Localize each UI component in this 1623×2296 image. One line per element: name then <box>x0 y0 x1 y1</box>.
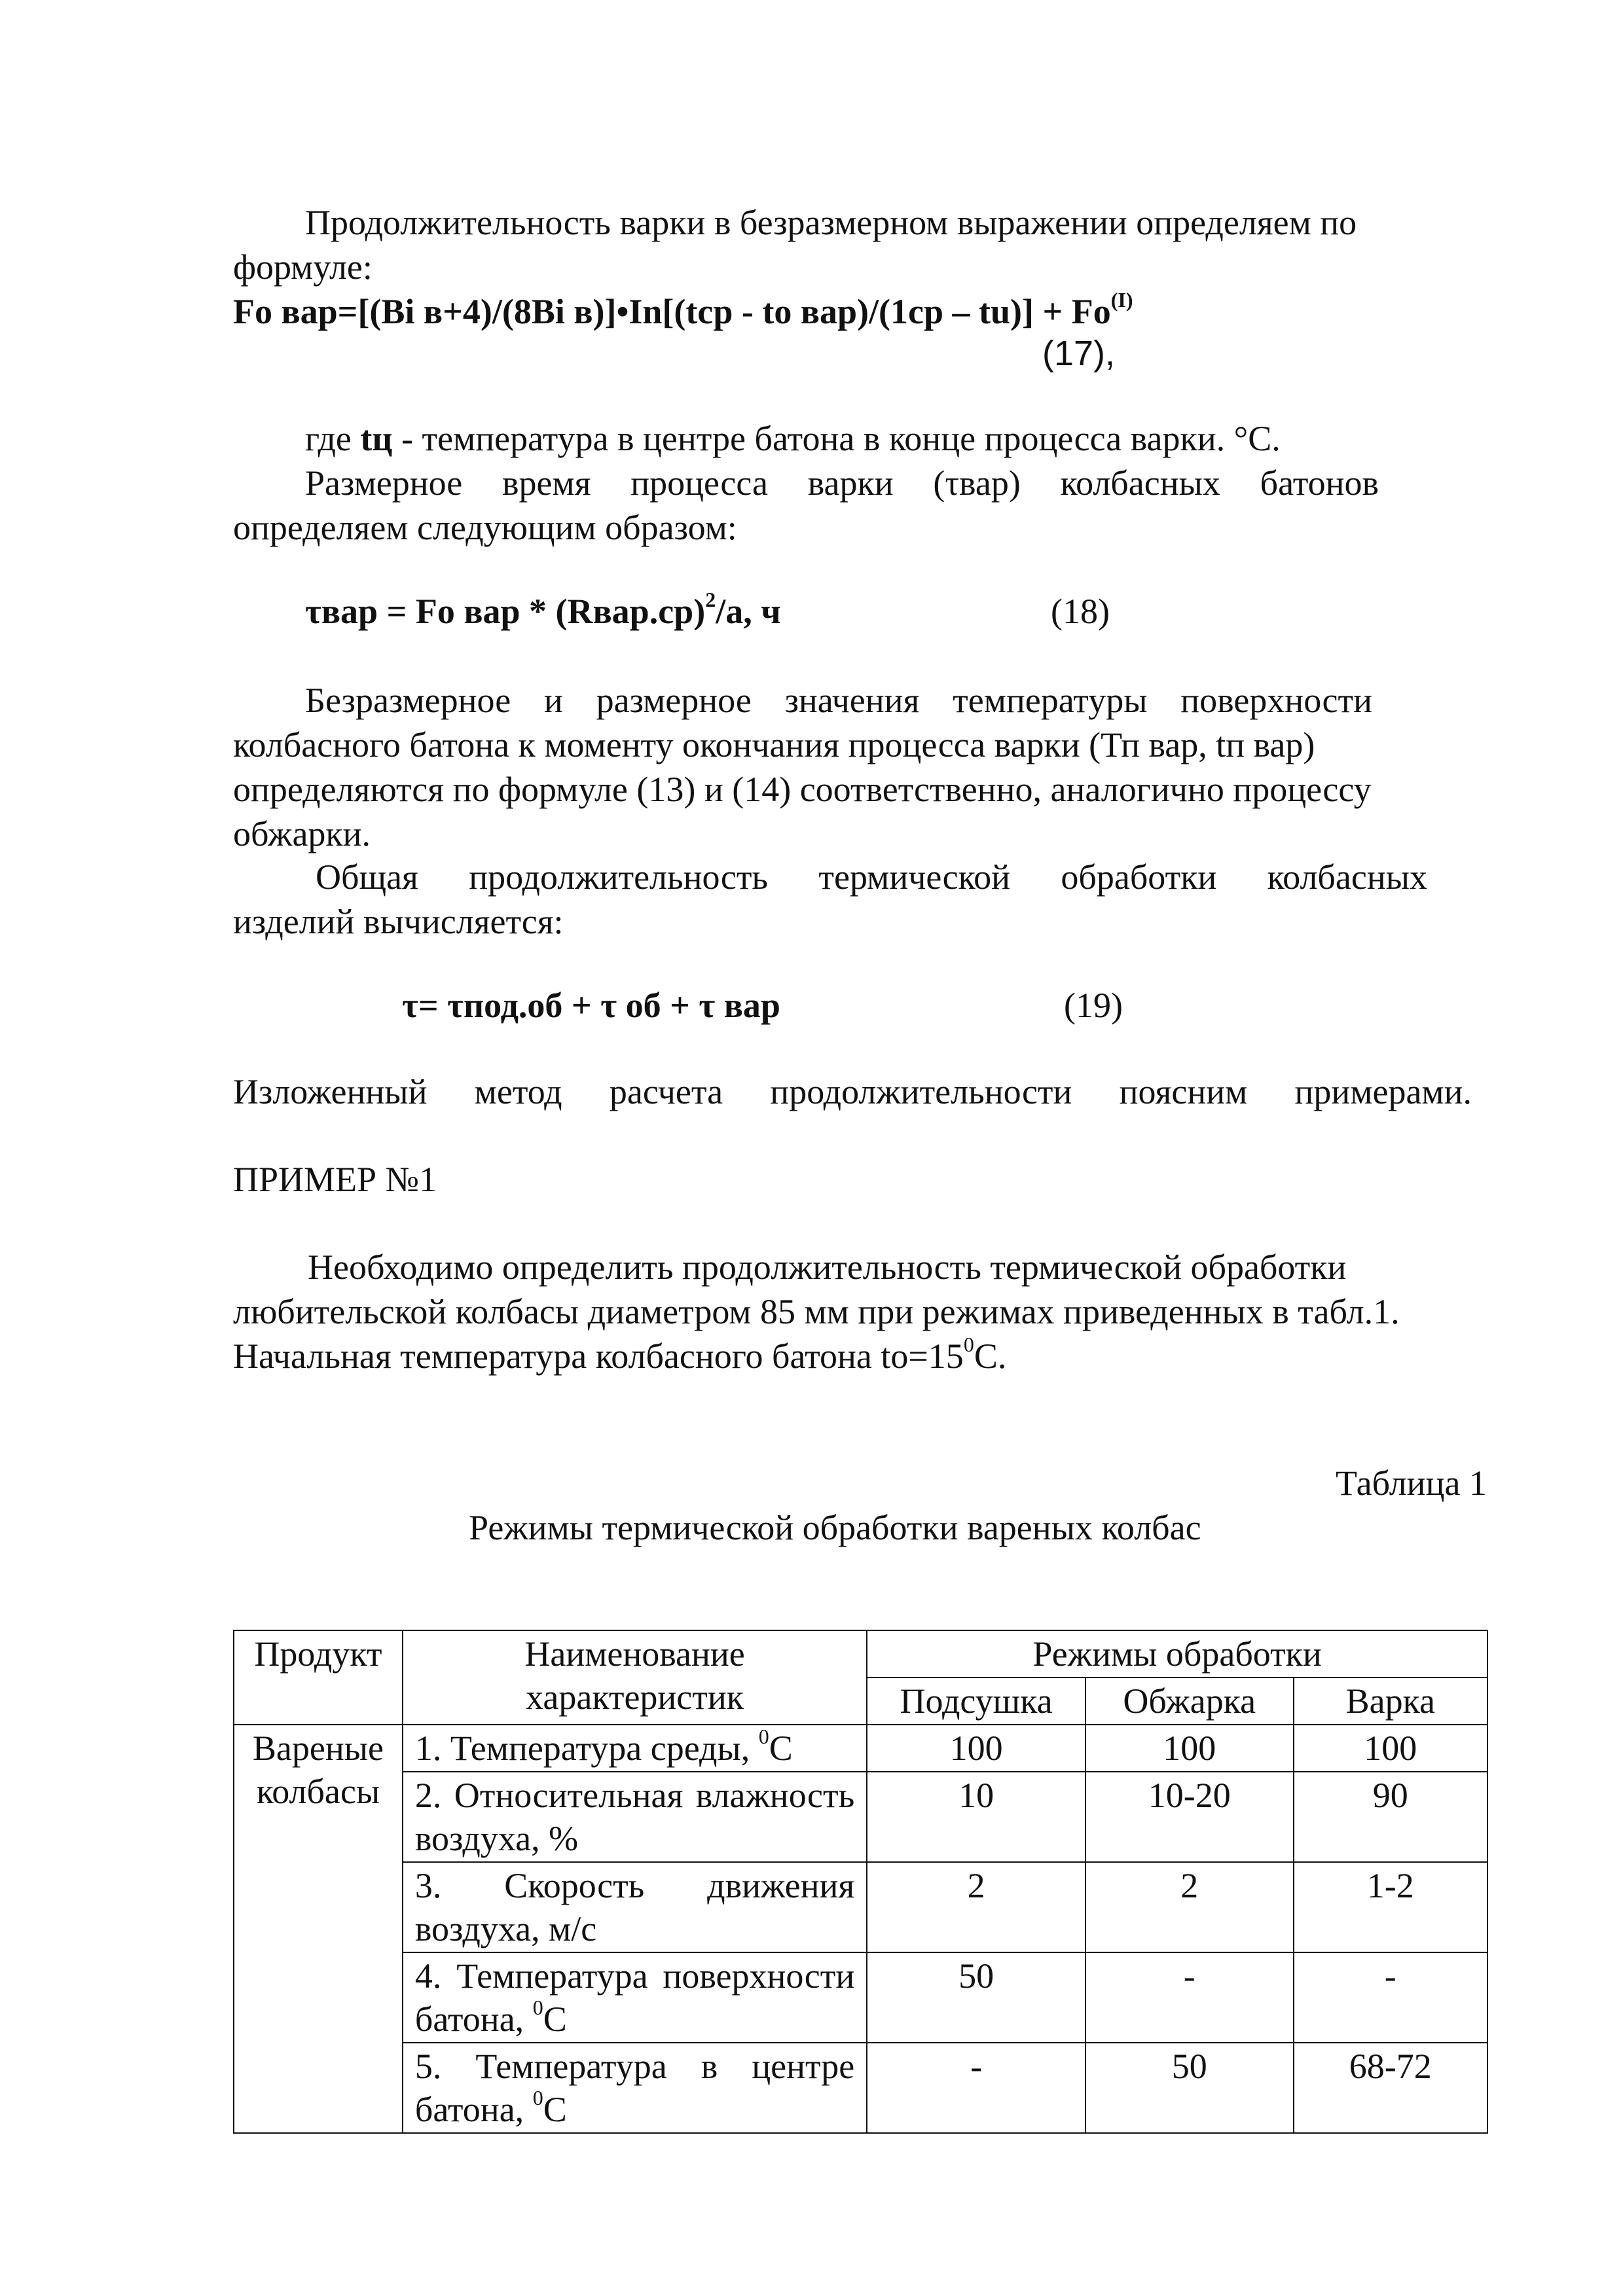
row-1-degree: 0 <box>758 1725 769 1748</box>
row-5-unit: С <box>543 2090 567 2129</box>
product-name: Вареные колбасы <box>234 1725 403 2133</box>
initial-temp-unit: С. <box>974 1336 1007 1376</box>
paragraph-total-duration-line1: Общая продолжительность термической обработки колбасных <box>316 857 1427 897</box>
row-4-unit: С <box>543 2000 567 2039</box>
initial-temp-text: Начальная температура колбасного батона to=15 <box>233 1336 964 1376</box>
row-1-unit: С <box>769 1729 793 1768</box>
header-boiling: Варка <box>1294 1677 1487 1725</box>
formula-19-number: (19) <box>1064 986 1123 1025</box>
paragraph-duration-line2: формуле: <box>233 247 373 287</box>
row-3-roasting: 2 <box>1085 1862 1294 1952</box>
paragraph-surface-temp-line4: обжарки. <box>233 814 371 853</box>
formula-18 <box>305 589 781 634</box>
table-header-row-1 <box>234 1630 1487 1677</box>
row-3-name: 3. Скорость движения воздуха, м/с <box>403 1862 867 1952</box>
row-4-boiling: - <box>1294 1952 1487 2043</box>
row-4-degree: 0 <box>532 1996 543 2019</box>
row-5-drying: - <box>867 2043 1085 2133</box>
paragraph-duration-line1: Продолжительность варки в безразмерном выражении определяем по <box>305 203 1357 242</box>
header-product: Продукт <box>234 1630 403 1725</box>
paragraph-dim-time-line2: определяем следующим образом: <box>233 508 737 547</box>
row-1-boiling: 100 <box>1294 1725 1487 1772</box>
row-3-drying: 2 <box>867 1862 1085 1952</box>
row-4-drying: 50 <box>867 1952 1085 2043</box>
table-row <box>234 1772 1487 1862</box>
formula-18-text-a: τвар = Fo вар * (Rвар.ср) <box>305 592 706 631</box>
table-row <box>234 2043 1487 2133</box>
row-2-drying: 10 <box>867 1772 1085 1862</box>
row-1-name <box>403 1725 867 1772</box>
paragraph-surface-temp-line2: колбасного батона к моменту окончания процесса варки (Тп вар, tп вар) <box>233 725 1315 764</box>
processing-modes-table <box>233 1630 1488 2134</box>
table-row <box>234 1952 1487 2043</box>
formula-17-sup: (I) <box>1110 288 1133 312</box>
formula-18-sup: 2 <box>705 588 716 611</box>
table-row <box>234 1862 1487 1952</box>
table-title: Режимы термической обработки вареных колбас <box>469 1508 1201 1547</box>
row-2-boiling: 90 <box>1294 1772 1487 1862</box>
formula-17-number: (17), <box>1042 334 1116 373</box>
header-roasting: Обжарка <box>1085 1677 1294 1725</box>
tc-definition-prefix: где <box>305 419 361 458</box>
paragraph-surface-temp-line3: определяются по формуле (13) и (14) соответственно, аналогично процессу <box>233 770 1372 809</box>
row-2-roasting: 10-20 <box>1085 1772 1294 1862</box>
row-4-name <box>403 1952 867 2043</box>
row-5-name <box>403 2043 867 2133</box>
paragraph-dim-time-line1: Размерное время процесса варки (τвар) колбасных батонов <box>305 463 1379 503</box>
row-5-roasting: 50 <box>1085 2043 1294 2133</box>
formula-19: τ= τпод.об + τ об + τ вар <box>402 986 780 1025</box>
row-4-roasting: - <box>1085 1952 1294 2043</box>
row-4-name-text: 4. Температура поверхности батона, <box>414 1956 855 2039</box>
formula-18-text-b: /а, ч <box>716 592 781 631</box>
formula-17-text: Fo вар=[(Bi в+4)/(8Bi в)]•In[(tср - to вар)/(1ср – tu)] + Fo <box>233 292 1111 331</box>
paragraph-example-line3 <box>233 1334 1006 1378</box>
row-3-boiling: 1-2 <box>1294 1862 1487 1952</box>
row-1-name-text: 1. Температура среды, <box>414 1729 759 1768</box>
formula-18-number: (18) <box>1051 592 1110 631</box>
paragraph-surface-temp-line1: Безразмерное и размерное значения температуры поверхности <box>305 681 1372 720</box>
tc-symbol: tц <box>360 419 393 458</box>
paragraph-method-examples: Изложенный метод расчета продолжительности поясним примерами. <box>233 1072 1472 1111</box>
table-label: Таблица 1 <box>1336 1463 1487 1503</box>
formula-17 <box>233 289 1133 334</box>
example-heading: ПРИМЕР №1 <box>233 1160 437 1199</box>
paragraph-tc-definition <box>305 416 1281 461</box>
header-modes: Режимы обработки <box>867 1630 1487 1677</box>
paragraph-example-line1: Необходимо определить продолжительность термической обработки <box>308 1247 1347 1287</box>
row-1-roasting: 100 <box>1085 1725 1294 1772</box>
tc-definition-text: - температура в центре батона в конце процесса варки. °С. <box>392 419 1281 458</box>
row-2-name: 2. Относительная влажность воздуха, % <box>403 1772 867 1862</box>
row-1-drying: 100 <box>867 1725 1085 1772</box>
header-characteristic: Наименование характеристик <box>403 1630 867 1725</box>
row-5-degree: 0 <box>532 2086 543 2109</box>
row-5-boiling: 68-72 <box>1294 2043 1487 2133</box>
table-row <box>234 1725 1487 1772</box>
initial-temp-degree: 0 <box>963 1333 974 1356</box>
header-drying: Подсушка <box>867 1677 1085 1725</box>
paragraph-total-duration-line2: изделий вычисляется: <box>233 902 564 941</box>
paragraph-example-line2: любительской колбасы диаметром 85 мм при режимах приведенных в табл.1. <box>233 1292 1400 1331</box>
row-5-name-text: 5. Температура в центре батона, <box>414 2047 855 2129</box>
